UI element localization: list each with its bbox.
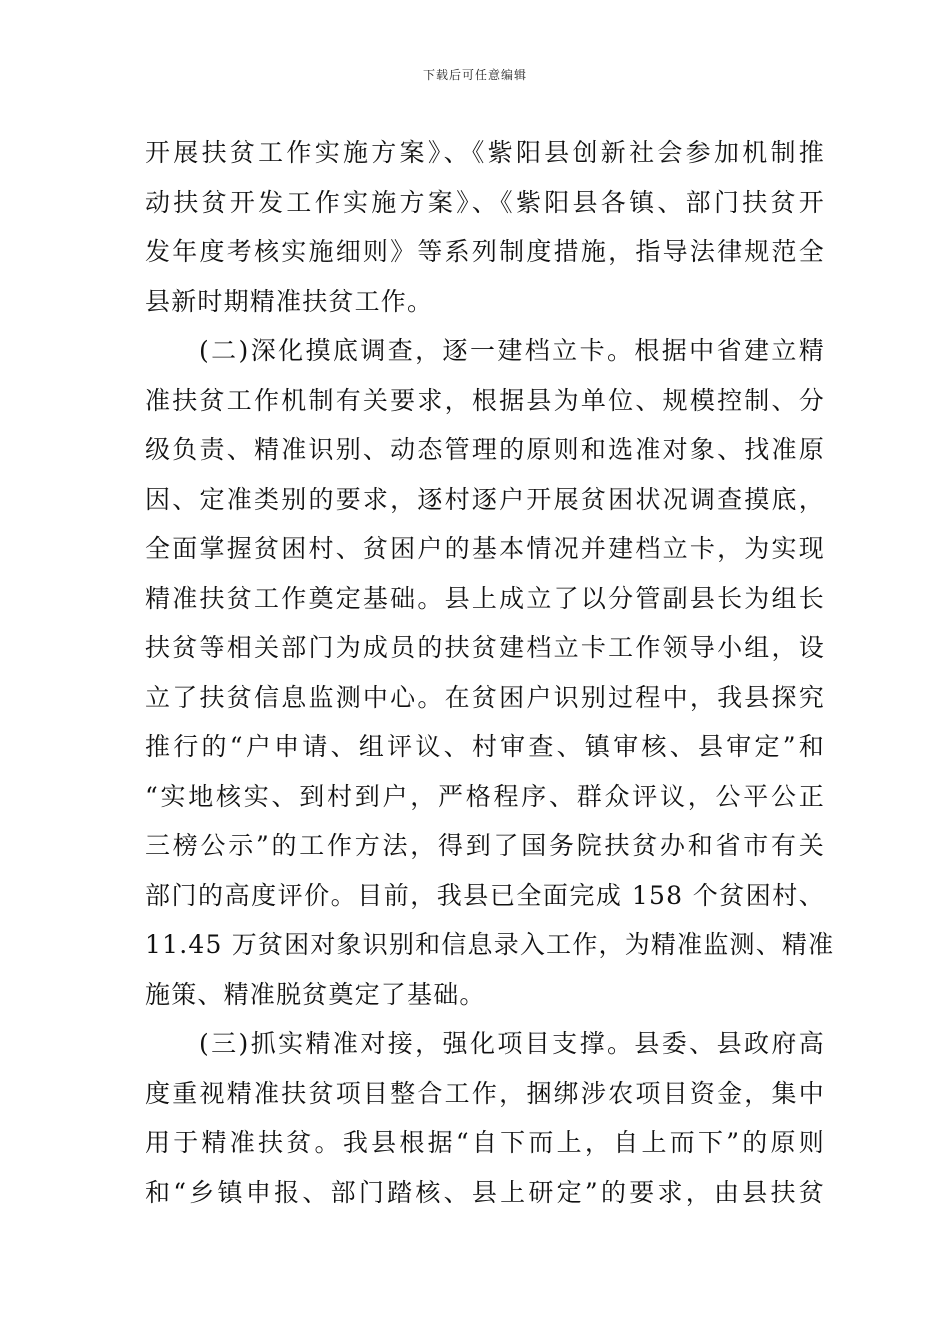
text-line: 精准扶贫工作奠定基础。县上成立了以分管副县长为组长 — [145, 583, 825, 613]
text-line: “实地核实、到村到户，严格程序、群众评议，公平公正 — [145, 781, 825, 811]
text-line: 11.45 万贫困对象识别和信息录入工作，为精准监测、精准 — [145, 930, 835, 959]
paragraph-start-line: (二)深化摸底调查，逐一建档立卡。根据中省建立精 — [199, 336, 825, 365]
text-line: 准扶贫工作机制有关要求，根据县为单位、规模控制、分 — [145, 385, 825, 415]
text-line: 推行的“户申请、组评议、村审查、镇审核、县审定”和 — [145, 732, 825, 761]
text-line: 全面掌握贫困村、贫困户的基本情况并建档立卡，为实现 — [145, 534, 825, 563]
text-line: 施策、精准脱贫奠定了基础。 — [145, 979, 486, 1009]
text-line: 县新时期精准扶贫工作。 — [145, 286, 434, 316]
document-body — [145, 128, 835, 1217]
text-line: 三榜公示”的工作方法，得到了国务院扶贫办和省市有关 — [145, 831, 825, 860]
text-line: 因、定准类别的要求，逐村逐户开展贫困状况调查摸底， — [145, 484, 825, 514]
text-line: 动扶贫开发工作实施方案》、《紫阳县各镇、部门扶贫开 — [145, 187, 825, 217]
text-line: 和“乡镇申报、部门踏核、县上研定”的要求，由县扶贫 — [145, 1177, 825, 1207]
text-line: 用于精准扶贫。我县根据“自下而上，自上而下”的原则 — [145, 1128, 825, 1157]
text-line: 部门的高度评价。目前，我县已全面完成 158 个贫困村、 — [145, 880, 825, 910]
text-line: 发年度考核实施细则》等系列制度措施，指导法律规范全 — [145, 237, 825, 266]
paragraph-start-line: (三)抓实精准对接，强化项目支撑。县委、县政府高 — [199, 1029, 825, 1058]
text-line: 扶贫等相关部门为成员的扶贫建档立卡工作领导小组，设 — [145, 633, 825, 662]
text-line: 级负责、精准识别、动态管理的原则和选准对象、找准原 — [145, 435, 825, 464]
text-line: 开展扶贫工作实施方案》、《紫阳县创新社会参加机制推 — [145, 138, 825, 167]
text-line: 立了扶贫信息监测中心。在贫困户识别过程中，我县探究 — [145, 682, 825, 712]
page-header: 下载后可任意编辑 — [422, 68, 527, 82]
text-line: 度重视精准扶贫项目整合工作，捆绑涉农项目资金，集中 — [145, 1078, 825, 1108]
